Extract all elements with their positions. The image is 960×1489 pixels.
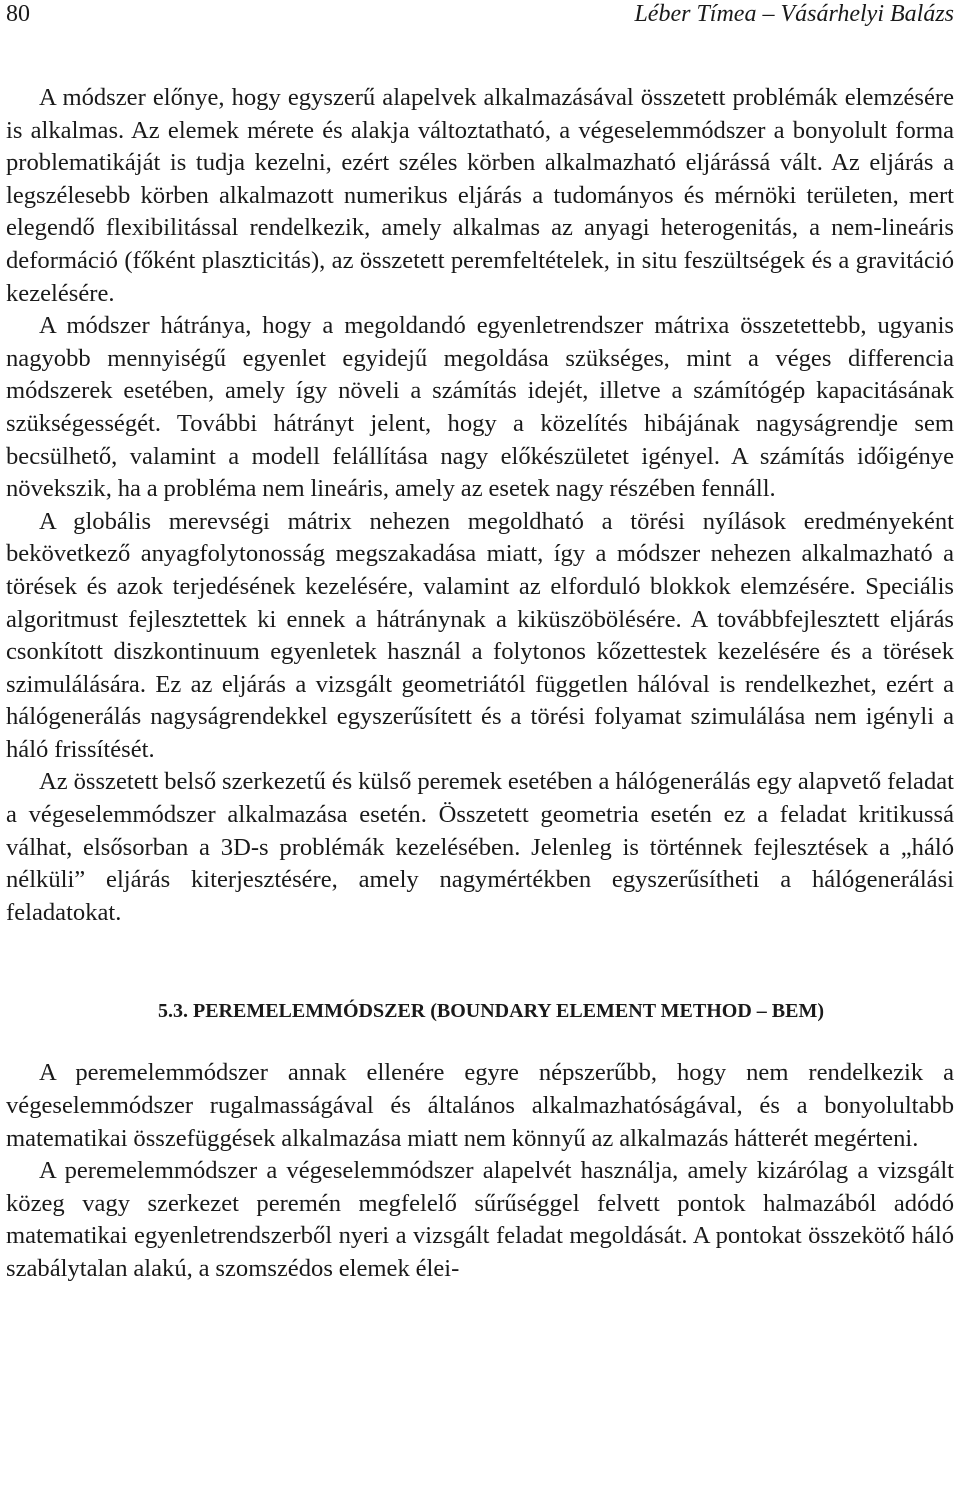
text-block-after-heading [6,1057,954,1285]
paragraph: Az összetett belső szerkezetű és külső peremek esetében a hálógenerálás egy alapvető feladat a végeselemmódszer alkalmazása esetén. Összetett geometria esetén ez a feladat kritikussá válhat, elsősorban a 3D-s problémák kezelésében. Jelenleg is történnek fejlesztések a „háló nélküli” eljárás kiterjesztésére, amely nagymértékben egyszerűsítheti a hálógenerálási feladatokat. [6,768,954,926]
paragraph: A módszer hátránya, hogy a megoldandó egyenletrendszer mátrixa összetettebb, ugyanis nagyobb mennyiségű egyenlet egyidejű megoldása szükséges, mint a véges differencia módszerek esetében, amely így növeli a számítás idejét, illetve a számítógép kapacitásának szükségességét. További hátrányt jelent, hogy a közelítés hibájának nagyságrendje sem becsülhető, valamint a modell felállítása nagy előkészületet igényel. A számítás időigénye növekszik, ha a probléma nem lineáris, amely az esetek nagy részében fennáll. [6,312,954,503]
paragraph: A globális merevségi mátrix nehezen megoldható a törési nyílások eredményeként bekövetkező anyagfolytonosság megszakadása miatt, így a módszer nehezen alkalmazható a törések és azok terjedésének kezelésére, valamint az elforduló blokkok elemzésére. Speciális algoritmust fejlesztettek ki ennek a hátránynak a kiküszöbölésére. A továbbfejlesztett eljárás csonkított diszkontinuum egyenletek használ a folytonos kőzettestek kezelésére és a törések szimulálására. Ez az eljárás a vizsgált geometriától független hálóval is rendelkezhet, ezért a hálógenerálás nagyságrendekkel egyszerűsített és a törési folyamat szimulálása nem igényli a háló frissítését. [6,507,954,763]
running-head [6,0,954,28]
running-head-authors: Léber Tímea – Vásárhelyi Balázs [634,1,954,27]
paragraph: A peremelemmódszer a végeselemmódszer alapelvét használja, amely kizárólag a vizsgált közeg vagy szerkezet peremén megfelelő sűrűséggel felvett pontok halmazából adódó matematikai egyenletrendszerből nyeri a vizsgált feladat megoldását. A pontokat összekötő háló szabálytalan alakú, a szomszédos elemek élei- [6,1157,954,1282]
section-heading: 5.3. PEREMELEMMÓDSZER (BOUNDARY ELEMENT METHOD – BEM) [158,1000,824,1023]
body-text [6,82,954,1286]
paragraph: A módszer előnye, hogy egyszerű alapelvek alkalmazásával összetett problémák elemzésére is alkalmas. Az elemek mérete és alakja változtatható, a végeselemmódszer a bonyolult forma problematikáját is tudja kezelni, ezért széles körben alkalmazható eljárássá vált. Az eljárás a legszélesebb körben alkalmazott numerikus eljárás a tudományos és mérnöki területen, mert elegendő flexibilitással rendelkezik, amely alkalmas az anyagi heterogenitás, a nem-lineáris deformáció (főként plaszticitás), az összetett peremfeltételek, in situ feszültségek és a gravitáció kezelésére. [6,84,954,307]
page-number: 80 [6,1,30,27]
paragraph: A peremelemmódszer annak ellenére egyre népszerűbb, hogy nem rendelkezik a végeselemmódszer rugalmasságával és általános alkalmazhatóságával, és a bonyolultabb matematikai összefüggések alkalmazása miatt nem könnyű az alkalmazás hátterét megérteni. [6,1059,954,1152]
text-block-before-heading [6,82,954,929]
